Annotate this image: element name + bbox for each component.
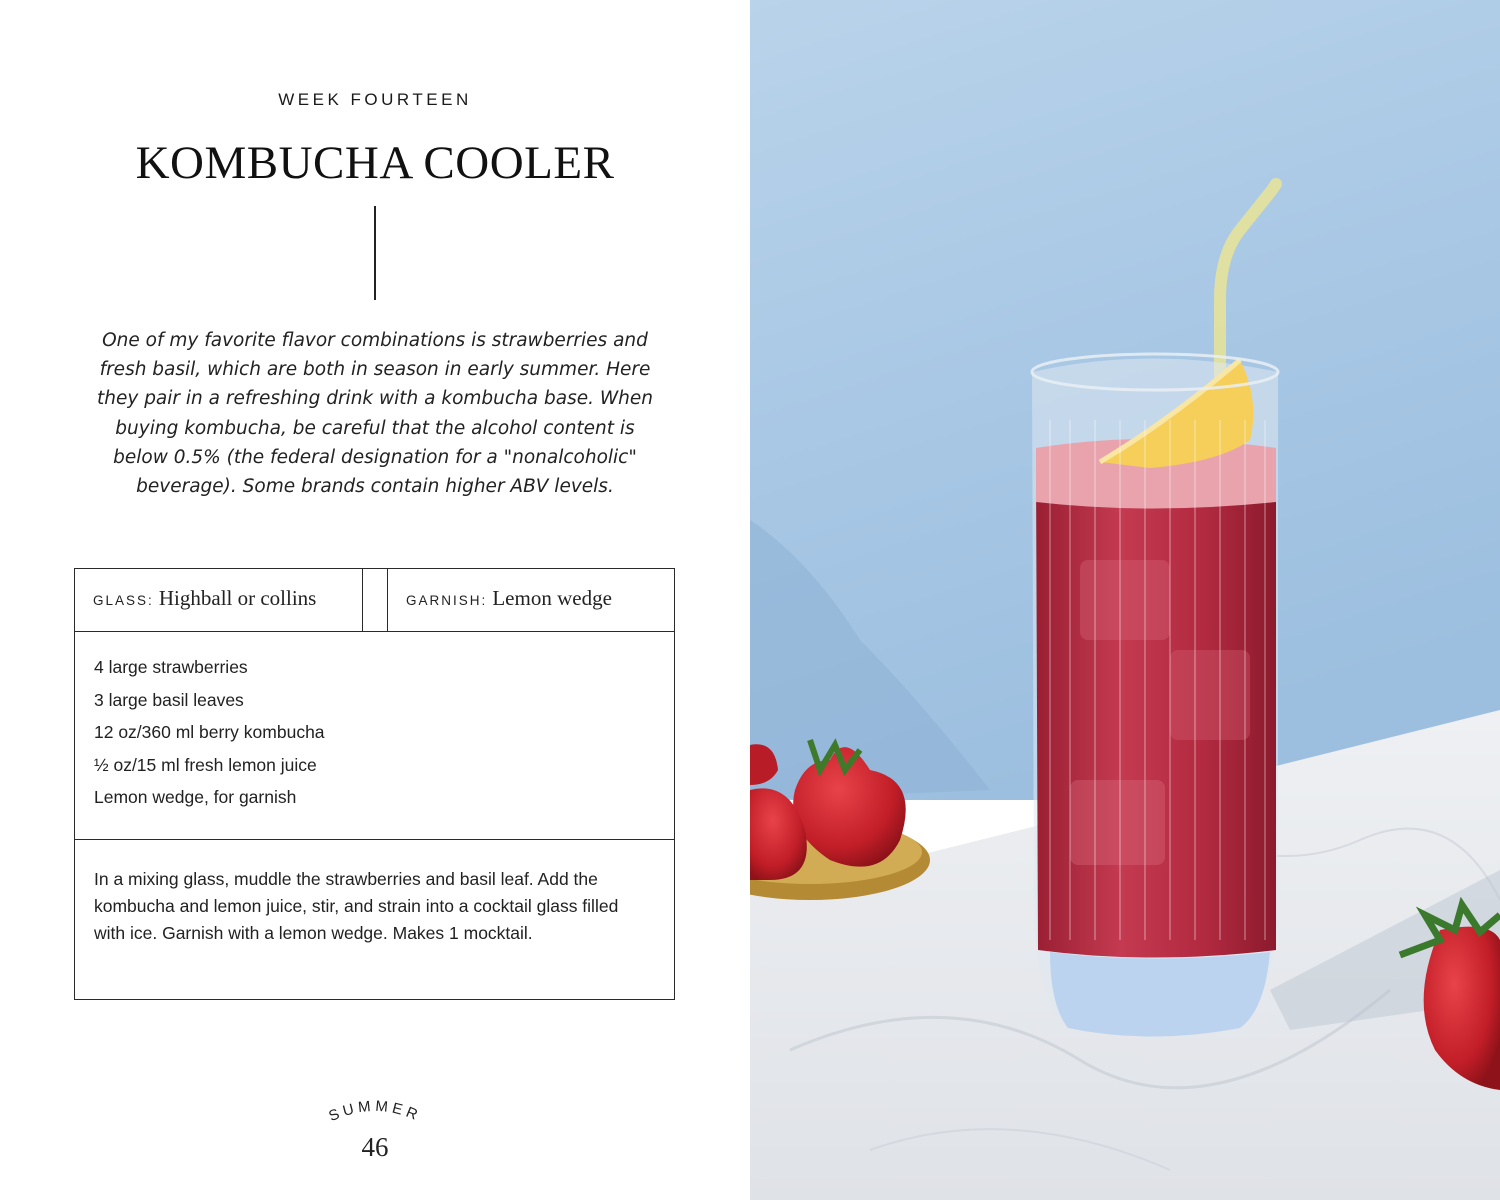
ingredient-item: 4 large strawberries (94, 657, 248, 677)
season-text: SUMMER (326, 1097, 424, 1126)
drink-photo (750, 0, 1500, 1200)
ice-cube (1070, 780, 1165, 865)
ingredient-item: 3 large basil leaves (94, 689, 244, 710)
ice-cube (1080, 560, 1170, 640)
vertical-divider (374, 206, 376, 300)
glass-garnish-row (75, 569, 674, 632)
svg-text:SUMMER (326, 1098, 423, 1125)
method-section (75, 840, 674, 999)
season-label (310, 1093, 440, 1133)
week-heading: WEEK FOURTEEN (278, 90, 472, 109)
ice-cube (1170, 650, 1250, 740)
garnish-cell (388, 569, 674, 631)
page-number: 46 (361, 1132, 389, 1162)
ingredients-section (75, 631, 674, 840)
photo-page (750, 0, 1500, 1200)
ingredient-list (94, 651, 325, 814)
glass-label: GLASS: (93, 593, 154, 608)
cell-spacer (363, 569, 388, 631)
garnish-value: Lemon wedge (492, 586, 612, 610)
garnish-label: GARNISH: (406, 593, 488, 608)
ingredient-item: ½ oz/15 ml fresh lemon juice (94, 754, 317, 775)
glass-cell (75, 569, 363, 631)
glass-value: Highball or collins (158, 586, 317, 610)
intro-paragraph: One of my favorite flavor combinations is strawberries and fresh basil, which are both in season in early summer. Here they pair in a refreshing drink with a kombucha base. When buying kombucha, be careful that the alcohol content is below 0.5% (the federal designation for a "nonalcoholic" beverage). Some brands contain higher ABV levels. (97, 330, 653, 498)
recipe-title: KOMBUCHA COOLER (135, 137, 615, 189)
ingredient-item: Lemon wedge, for garnish (94, 787, 297, 808)
method-text: In a mixing glass, muddle the strawberries and basil leaf. Add the kombucha and lemon juice, stir, and strain into a cocktail glass filled with ice. Garnish with a lemon wedge. Makes 1 mocktail. (94, 869, 619, 943)
recipe-card (74, 568, 675, 1000)
glass-base (1050, 952, 1270, 1037)
ingredient-item: 12 oz/360 ml berry kombucha (94, 722, 325, 743)
